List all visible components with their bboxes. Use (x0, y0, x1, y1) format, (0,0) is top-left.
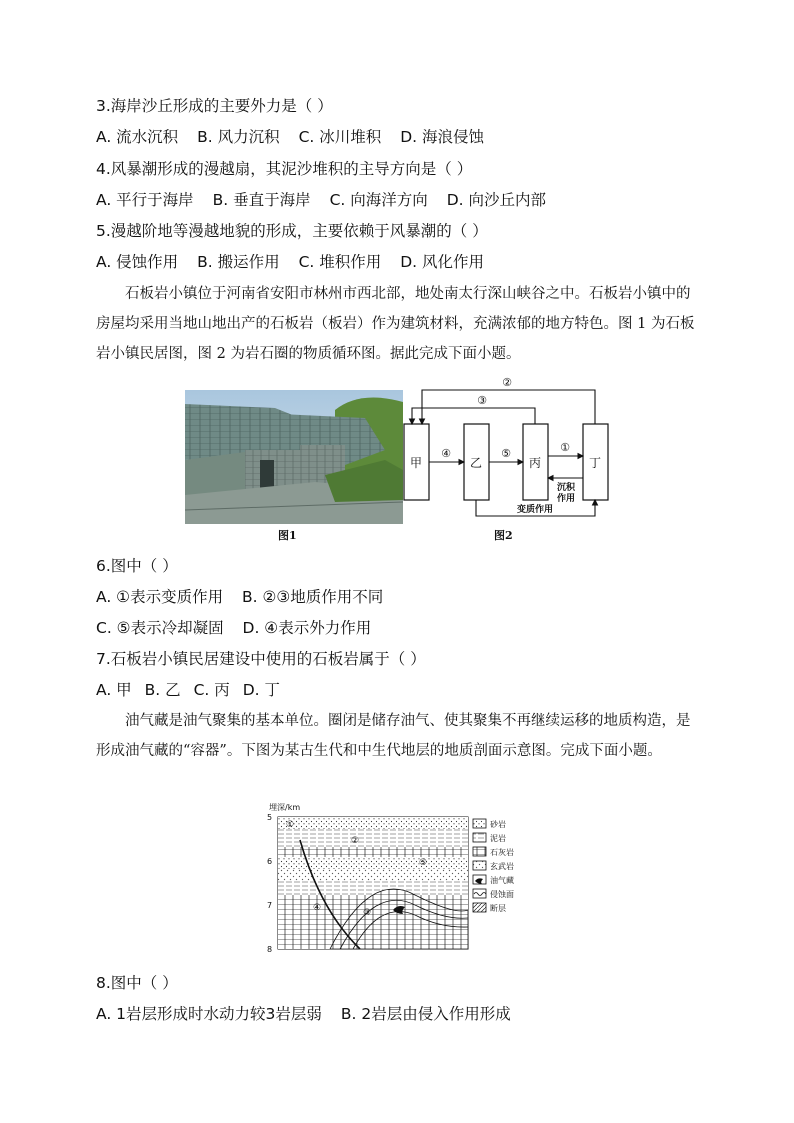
q6-option-c[interactable]: C. ⑤表示冷却凝固 (96, 619, 224, 637)
arrow-4-label: ④ (441, 447, 451, 460)
legend-mudstone: 泥岩 (490, 834, 506, 843)
q7-option-b[interactable]: B. 乙 (144, 681, 181, 699)
depth-axis-label: 埋深/km (269, 803, 301, 812)
box-jia-label: 甲 (409, 456, 423, 470)
layer-5-label: ⑤ (418, 858, 428, 868)
figure-3-geologic-section (265, 800, 530, 955)
q7-option-c[interactable]: C. 丙 (193, 681, 230, 699)
question-5-options (96, 252, 498, 272)
q6-option-d[interactable]: D. ④表示外力作用 (242, 619, 372, 637)
sediment-label-line1: 沉积 (556, 483, 576, 493)
q5-option-b[interactable]: B. 搬运作用 (197, 253, 280, 271)
q4-option-d[interactable]: D. 向沙丘内部 (446, 191, 546, 209)
question-8-options (96, 1004, 525, 1024)
q7-option-a[interactable]: A. 甲 (96, 681, 132, 699)
box-bing-label: 丙 (528, 456, 542, 470)
legend-sandstone: 砂岩 (490, 820, 506, 829)
layer-4-label: ④ (312, 903, 322, 913)
tick-5: 5 (267, 813, 273, 822)
q3-option-c[interactable]: C. 冰川堆积 (298, 128, 382, 146)
question-4-options (96, 190, 560, 210)
legend-erosion-surface: 侵蚀面 (490, 890, 514, 899)
q5-option-a[interactable]: A. 侵蚀作用 (96, 253, 179, 271)
q5-option-c[interactable]: C. 堆积作用 (298, 253, 382, 271)
q3-option-a[interactable]: A. 流水沉积 (96, 128, 179, 146)
q7-option-d[interactable]: D. 丁 (242, 681, 280, 699)
question-3-options (96, 127, 498, 147)
question-4-stem: 4.风暴潮形成的漫越扇，其泥沙堆积的主导方向是（ ） (96, 160, 473, 178)
legend-basalt: 玄武岩 (490, 862, 514, 871)
q4-option-a[interactable]: A. 平行于海岸 (96, 191, 194, 209)
question-8-stem: 8.图中（ ） (96, 974, 178, 992)
q6-option-a[interactable]: A. ①表示变质作用 (96, 588, 224, 606)
figure-2-caption: 图2 (494, 529, 513, 542)
legend-fault: 断层 (490, 904, 506, 913)
arrow-3-label: ③ (477, 394, 487, 407)
figure-1-caption: 图1 (278, 529, 297, 542)
layer-3-label: ③ (362, 908, 372, 918)
arrow-1-label: ① (560, 441, 570, 454)
metamorphism-label: 变质作用 (516, 505, 554, 515)
legend-limestone: 石灰岩 (490, 848, 514, 857)
layer-2-label: ② (350, 836, 360, 846)
question-7-options (96, 680, 288, 700)
q4-option-b[interactable]: B. 垂直于海岸 (212, 191, 311, 209)
legend-oil-gas: 油气藏 (490, 876, 514, 885)
question-6-options-row2 (96, 618, 385, 638)
q8-option-a[interactable]: A. 1岩层形成时水动力较3岩层弱 (96, 1005, 322, 1023)
arrow-2-label: ② (502, 376, 512, 389)
figure-1-photo (185, 390, 403, 524)
box-yi-label: 乙 (469, 456, 483, 470)
tick-6: 6 (267, 857, 273, 866)
q8-option-b[interactable]: B. 2岩层由侵入作用形成 (340, 1005, 511, 1023)
q4-option-c[interactable]: C. 向海洋方向 (329, 191, 428, 209)
q3-option-d[interactable]: D. 海浪侵蚀 (400, 128, 484, 146)
tick-7: 7 (267, 901, 273, 910)
q5-option-d[interactable]: D. 风化作用 (400, 253, 484, 271)
question-3-stem: 3.海岸沙丘形成的主要外力是（ ） (96, 97, 333, 115)
passage-stone-town: 石板岩小镇位于河南省安阳市林州市西北部，地处南太行深山峡谷之中。石板岩小镇中的房屋均采用当地山地出产的石板岩（板岩）作为建筑材料，充满浓郁的地方特色。图 1 为石板岩小镇民居图，图 2 为岩石圈的物质循环图。据此完成下面小题。 (96, 286, 695, 362)
arrow-5-label: ⑤ (501, 447, 511, 460)
question-6-stem: 6.图中（ ） (96, 557, 178, 575)
layer-1-label: ① (285, 820, 295, 830)
tick-8: 8 (267, 945, 273, 954)
sediment-label-line2: 作用 (556, 494, 576, 504)
question-6-options-row1 (96, 587, 397, 607)
figure-2-rock-cycle (402, 372, 612, 524)
q6-option-b[interactable]: B. ②③地质作用不同 (242, 588, 384, 606)
question-5-stem: 5.漫越阶地等漫越地貌的形成，主要依赖于风暴潮的（ ） (96, 222, 488, 240)
box-ding-label: 丁 (588, 456, 602, 470)
q3-option-b[interactable]: B. 风力沉积 (197, 128, 280, 146)
question-7-stem: 7.石板岩小镇民居建设中使用的石板岩属于（ ） (96, 650, 426, 668)
passage-oil-gas: 油气藏是油气聚集的基本单位。圈闭是储存油气、使其聚集不再继续运移的地质构造，是形成油气藏的“容器”。下图为某古生代和中生代地层的地质剖面示意图。完成下面小题。 (96, 713, 691, 759)
